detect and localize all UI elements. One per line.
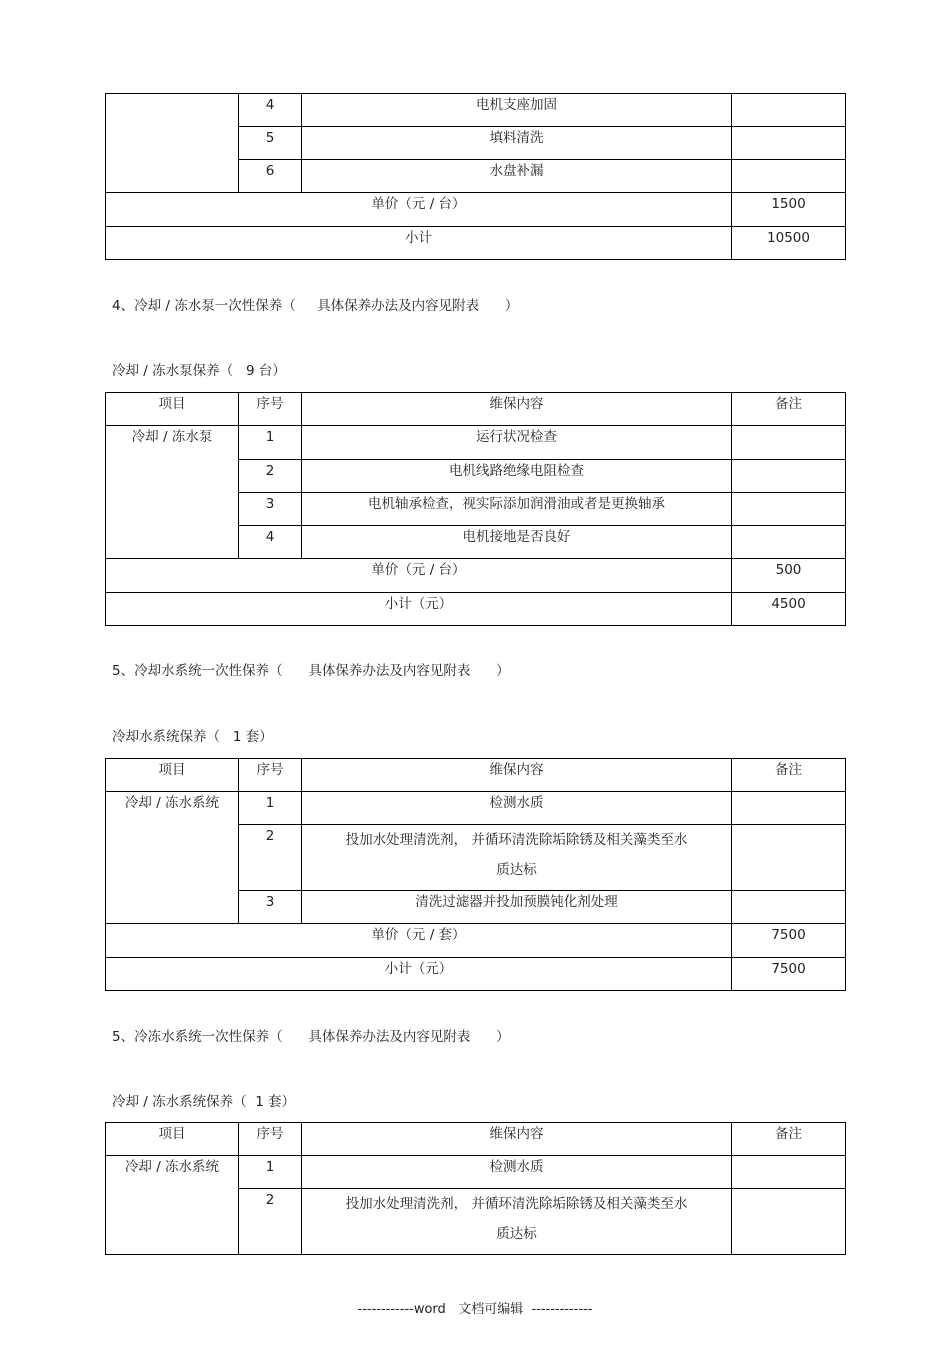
- header-content: 维保内容: [302, 759, 732, 792]
- table-header-row: [106, 759, 846, 792]
- row-number: 1: [239, 426, 302, 460]
- row-note: [732, 825, 846, 891]
- table-row: [106, 426, 846, 460]
- table-caption-cooling-water: 冷却水系统保养（ 1 套）: [112, 729, 273, 745]
- row-content-line: 投加水处理清洗剂， 并循环清洗除垢除锈及相关藻类至水: [345, 1196, 688, 1212]
- subtotal-row: [106, 593, 846, 626]
- row-number: 6: [239, 160, 302, 193]
- row-content-line: 投加水处理清洗剂， 并循环清洗除垢除锈及相关藻类至水: [345, 832, 688, 848]
- item-cell: [106, 94, 239, 193]
- subtotal-row: [106, 227, 846, 260]
- row-content: 检测水质: [302, 1156, 732, 1189]
- row-note: [732, 127, 846, 160]
- row-number: 3: [239, 493, 302, 526]
- row-number: 1: [239, 1156, 302, 1189]
- subtotal-label: 小计: [106, 227, 732, 260]
- header-no: 序号: [239, 393, 302, 426]
- row-note: [732, 94, 846, 127]
- table-row: [106, 1156, 846, 1189]
- subtotal-label: 小计（元）: [106, 593, 732, 626]
- table-chilled-water-maintenance: [105, 1122, 846, 1255]
- unit-price-value: 7500: [732, 924, 846, 958]
- subtotal-value: 7500: [732, 958, 846, 991]
- row-note: [732, 160, 846, 193]
- row-content: [302, 1189, 732, 1255]
- row-number: 2: [239, 1189, 302, 1255]
- subtotal-value: 10500: [732, 227, 846, 260]
- row-content: 运行状况检查: [302, 426, 732, 460]
- row-note: [732, 526, 846, 559]
- unit-price-row: [106, 559, 846, 593]
- row-number: 4: [239, 526, 302, 559]
- header-note: 备注: [732, 1123, 846, 1156]
- row-content-line: 质达标: [496, 862, 537, 878]
- row-note: [732, 460, 846, 493]
- unit-price-row: [106, 193, 846, 227]
- row-number: 2: [239, 460, 302, 493]
- subtotal-value: 4500: [732, 593, 846, 626]
- table-pump-maintenance: [105, 392, 846, 626]
- row-content: 水盘补漏: [302, 160, 732, 193]
- section-heading-chilled-water: 5、冷冻水系统一次性保养（ 具体保养办法及内容见附表 ）: [112, 1029, 510, 1045]
- header-no: 序号: [239, 759, 302, 792]
- row-number: 2: [239, 825, 302, 891]
- item-cell: 冷却 / 冻水泵: [106, 426, 239, 559]
- header-note: 备注: [732, 759, 846, 792]
- row-note: [732, 792, 846, 825]
- table-caption-pump: 冷却 / 冻水泵保养（ 9 台）: [112, 363, 286, 379]
- table-cooling-water-maintenance: [105, 758, 846, 991]
- row-number: 4: [239, 94, 302, 127]
- item-cell: 冷却 / 冻水系统: [106, 792, 239, 924]
- table-caption-chilled-water: 冷却 / 冻水系统保养（ 1 套）: [112, 1094, 296, 1110]
- unit-price-label: 单价（元 / 台）: [106, 193, 732, 227]
- row-number: 5: [239, 127, 302, 160]
- row-number: 3: [239, 891, 302, 924]
- page-footer: ------------word 文档可编辑 -------------: [357, 1302, 593, 1317]
- header-item: 项目: [106, 1123, 239, 1156]
- row-note: [732, 493, 846, 526]
- row-content: 电机线路绝缘电阻检查: [302, 460, 732, 493]
- unit-price-value: 500: [732, 559, 846, 593]
- row-content: 填料清洗: [302, 127, 732, 160]
- unit-price-value: 1500: [732, 193, 846, 227]
- row-content: 清洗过滤器并投加预膜钝化剂处理: [302, 891, 732, 924]
- unit-price-label: 单价（元 / 台）: [106, 559, 732, 593]
- row-content: 电机轴承检查，视实际添加润滑油或者是更换轴承: [302, 493, 732, 526]
- header-item: 项目: [106, 759, 239, 792]
- row-note: [732, 1189, 846, 1255]
- table-fan-maintenance-continued: [105, 93, 846, 260]
- header-content: 维保内容: [302, 393, 732, 426]
- section-heading-cooling-water: 5、冷却水系统一次性保养（ 具体保养办法及内容见附表 ）: [112, 663, 510, 679]
- row-content: 电机接地是否良好: [302, 526, 732, 559]
- header-item: 项目: [106, 393, 239, 426]
- row-number: 1: [239, 792, 302, 825]
- row-content: 检测水质: [302, 792, 732, 825]
- section-heading-pump: 4、冷却 / 冻水泵一次性保养（ 具体保养办法及内容见附表 ）: [112, 298, 519, 314]
- header-no: 序号: [239, 1123, 302, 1156]
- item-cell: 冷却 / 冻水系统: [106, 1156, 239, 1255]
- table-row: [106, 94, 846, 127]
- header-note: 备注: [732, 393, 846, 426]
- row-note: [732, 1156, 846, 1189]
- header-content: 维保内容: [302, 1123, 732, 1156]
- table-row: [106, 792, 846, 825]
- table-header-row: [106, 393, 846, 426]
- table-header-row: [106, 1123, 846, 1156]
- row-note: [732, 891, 846, 924]
- row-content-line: 质达标: [496, 1226, 537, 1242]
- row-content: [302, 825, 732, 891]
- row-note: [732, 426, 846, 460]
- unit-price-label: 单价（元 / 套）: [106, 924, 732, 958]
- unit-price-row: [106, 924, 846, 958]
- subtotal-label: 小计（元）: [106, 958, 732, 991]
- subtotal-row: [106, 958, 846, 991]
- row-content: 电机支座加固: [302, 94, 732, 127]
